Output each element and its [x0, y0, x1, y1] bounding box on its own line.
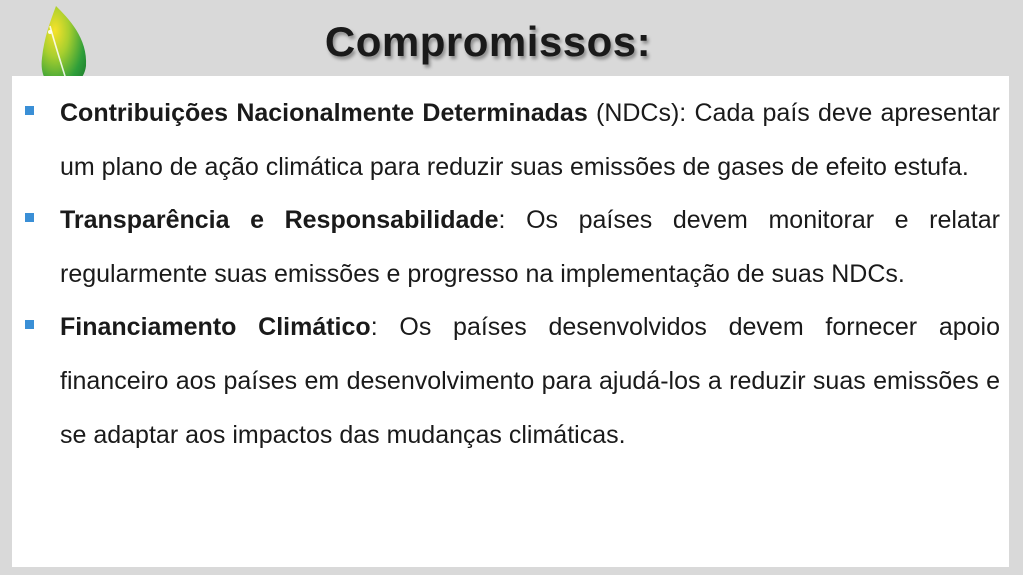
square-bullet-icon — [25, 213, 34, 222]
bullet-term: Transparência e Responsabilidade — [60, 206, 499, 235]
bullet-text: (NDCs): Cada país deve apresentar um plano de ação climática para reduzir suas emissões de gases de efeito estufa. — [60, 99, 1000, 181]
square-bullet-icon — [25, 106, 34, 115]
bullet-term: Contribuições Nacionalmente Determinadas — [60, 99, 588, 127]
bullet-term: Financiamento Climático — [60, 313, 371, 342]
bullet-text: : Os países desenvolvidos devem fornecer apoio financeiro aos países em desenvolvimento para ajudá-los a reduzir suas emissões e se adaptar aos impactos das mudanças climáticas. — [60, 313, 1001, 449]
bullet-item-ndcs — [12, 87, 1009, 194]
bullet-item-transparency — [12, 194, 1009, 301]
bullet-list — [12, 87, 1009, 462]
slide-title: Compromissos: — [324, 18, 652, 65]
content-panel — [12, 76, 1009, 567]
square-bullet-icon — [25, 320, 34, 329]
bullet-item-financing — [12, 301, 1009, 462]
bullet-text: : Os países devem monitorar e relatar regularmente suas emissões e progresso na implementação de suas NDCs. — [60, 206, 1000, 288]
